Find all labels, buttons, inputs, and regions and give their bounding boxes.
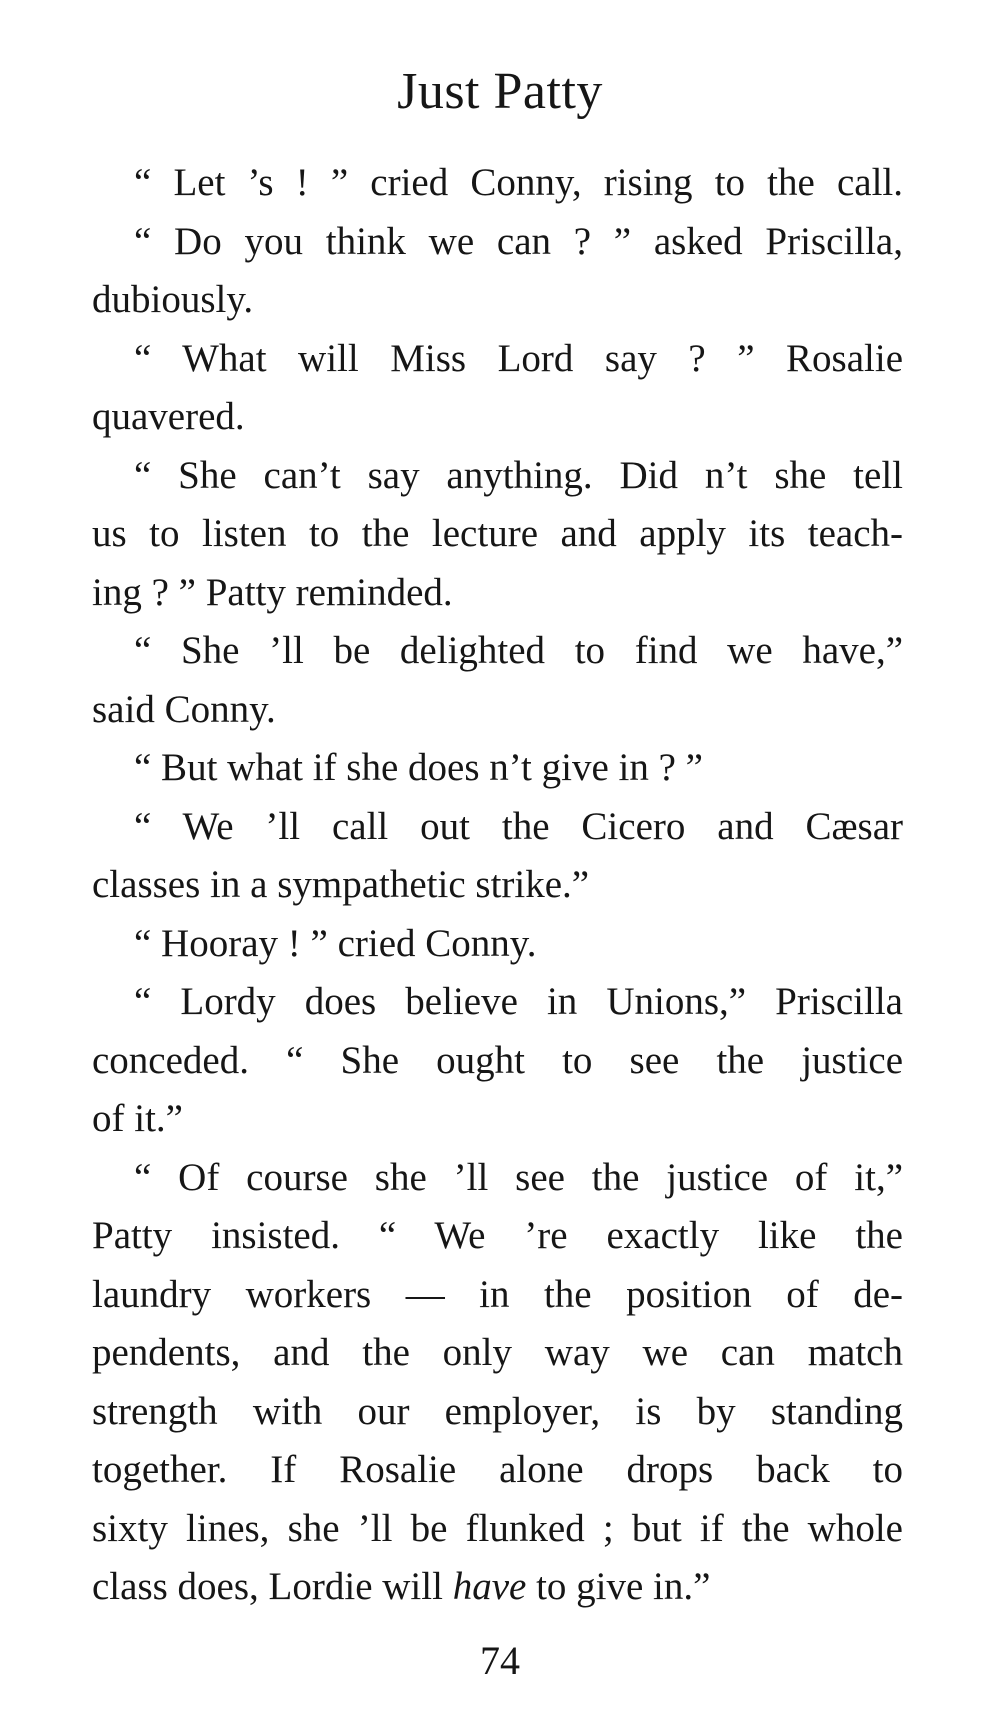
text-line: “ Hooray ! ” cried Conny. bbox=[134, 921, 537, 965]
text-segment: to give in.” bbox=[526, 1565, 711, 1608]
text-line: “ What will Miss Lord say ? ” Rosalie bbox=[134, 336, 903, 380]
text-line: pendents, and the only way we can match bbox=[92, 1331, 903, 1374]
text-line: laundry workers — in the position of de- bbox=[92, 1272, 903, 1316]
text-line: “ Lordy does believe in Unions,” Priscilla bbox=[134, 980, 903, 1023]
text-line: classes in a sympathetic strike.” bbox=[92, 863, 590, 906]
text-line: “ Do you think we can ? ” asked Priscilla, bbox=[134, 219, 903, 263]
text-line: sixty lines, she ’ll be flunked ; but if the whole bbox=[92, 1506, 903, 1550]
text-segment: class does, Lordie will bbox=[92, 1565, 453, 1608]
text-line: us to listen to the lecture and apply its teach- bbox=[92, 512, 903, 555]
italic-emphasis: have bbox=[452, 1565, 527, 1608]
text-line: together. If Rosalie alone drops back to bbox=[92, 1448, 903, 1491]
text-line: “ She can’t say anything. Did n’t she tell bbox=[134, 453, 903, 497]
text-line: “ She ’ll be delighted to find we have,” bbox=[134, 629, 903, 672]
text-line: “ But what if she does n’t give in ? ” bbox=[134, 746, 703, 789]
text-line: said Conny. bbox=[92, 687, 276, 731]
text-line: ing ? ” Patty reminded. bbox=[92, 570, 453, 614]
text-line: “ Let ’s ! ” cried Conny, rising to the call. bbox=[134, 161, 903, 204]
text-line: Patty insisted. “ We ’re exactly like the bbox=[92, 1214, 903, 1257]
running-head: Just Patty bbox=[397, 63, 603, 120]
text-line: quavered. bbox=[92, 395, 245, 438]
text-line-last bbox=[92, 1558, 903, 1617]
text-line: dubiously. bbox=[92, 278, 254, 321]
text-line: “ We ’ll call out the Cicero and Cæsar bbox=[134, 804, 903, 848]
text-line: conceded. “ She ought to see the justice bbox=[92, 1038, 903, 1082]
page-number: 74 bbox=[480, 1638, 520, 1683]
text-line: strength with our employer, is by standing bbox=[92, 1389, 903, 1433]
text-line: “ Of course she ’ll see the justice of it,” bbox=[134, 1155, 903, 1199]
body-text bbox=[92, 154, 903, 1617]
text-line: of it.” bbox=[92, 1097, 183, 1140]
